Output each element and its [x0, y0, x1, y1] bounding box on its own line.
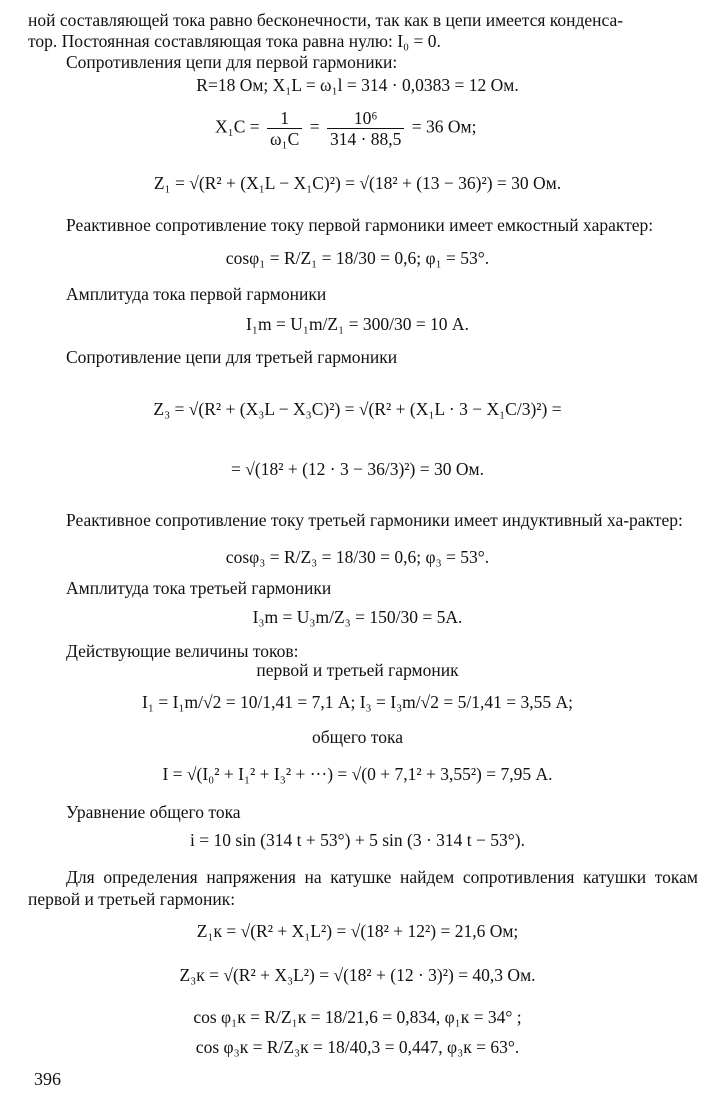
equation-cos3k: cos φ₃к = R/Z₃к = 18/40,3 = 0,447, φ₃к = 63°.	[195, 1037, 520, 1057]
equation-z3-line1: Z₃ = √(R² + (X₃L − X₃C)²) = √(R² + (X₁L · 3 − X₁C/3)²) =	[153, 399, 562, 419]
page-number: 396	[34, 1069, 61, 1089]
equation-z1k: Z₁к = √(R² + X₁L²) = √(18² + 12²) = 21,6 Ом;	[196, 921, 519, 941]
text-line: Амплитуда тока первой гармоники	[66, 284, 327, 304]
equation-part: =	[309, 116, 320, 137]
equation-part: X₁C =	[215, 116, 260, 137]
equation-i1-i3: I₁ = I₁m/√2 = 10/1,41 = 7,1 А; I₃ = I₃m/√2 = 5/1,41 = 3,55 А;	[142, 692, 573, 712]
fraction-denominator: 314 · 88,5	[329, 129, 402, 149]
equation-i: i = 10 sin (314 t + 53°) + 5 sin (3 · 314 t − 53°).	[190, 830, 525, 850]
equation-z1: Z₁ = √(R² + (X₁L − X₁C)²) = √(18² + (13 − 36)²) = 30 Ом.	[153, 173, 562, 193]
text-line: Сопротивление цепи для третьей гармоники	[66, 347, 398, 367]
equation-i-total: I = √(I₀² + I₁² + I₃² + ···) = √(0 + 7,1² + 3,55²) = 7,95 А.	[162, 764, 553, 784]
text-paragraph: Для определения напряжения на катушке найдем сопротивления катушки токам первой и третьей гармоник:	[28, 867, 698, 909]
equation-cos1k: cos φ₁к = R/Z₁к = 18/21,6 = 0,834, φ₁к = 34° ;	[193, 1007, 522, 1027]
text-line: Действующие величины токов:	[66, 641, 299, 661]
text-line: первой и третьей гармоник	[256, 660, 459, 680]
equation-z3k: Z₃к = √(R² + X₃L²) = √(18² + (12 · 3)²) = 40,3 Ом.	[179, 965, 536, 985]
text-line: Сопротивления цепи для первой гармоники:	[66, 52, 398, 72]
fraction-denominator: ω₁C	[270, 129, 300, 149]
equation-cos1: cosφ₁ = R/Z₁ = 18/30 = 0,6; φ₁ = 53°.	[225, 248, 490, 268]
fraction	[267, 108, 302, 149]
text-line: общего тока	[312, 727, 403, 747]
equation-x1c	[215, 108, 476, 149]
text-line: Амплитуда тока третьей гармоники	[66, 578, 332, 598]
text-line: тор. Постоянная составляющая тока равна нулю: I₀ = 0.	[28, 31, 441, 51]
text-line: ной составляющей тока равно бесконечности, так как в цепи имеется конденса-	[28, 10, 624, 30]
fraction-numerator: 10⁶	[327, 108, 404, 129]
equation-z3-line2: = √(18² + (12 · 3 − 36/3)²) = 30 Ом.	[231, 459, 484, 479]
equation-i1m: I₁m = U₁m/Z₁ = 300/30 = 10 А.	[246, 314, 469, 334]
equation-x1l: R=18 Ом; X₁L = ω₁l = 314 · 0,0383 = 12 Ом.	[196, 75, 519, 95]
equation-part: = 36 Ом;	[411, 116, 477, 137]
equation-i3m: I₃m = U₃m/Z₃ = 150/30 = 5А.	[252, 607, 463, 627]
equation-cos3: cosφ₃ = R/Z₃ = 18/30 = 0,6; φ₃ = 53°.	[225, 547, 490, 567]
text-line: Уравнение общего тока	[66, 802, 241, 822]
fraction-numerator: 1	[267, 108, 302, 129]
text-line: Реактивное сопротивление току третьей гармоники имеет индуктивный ха-рактер:	[66, 510, 683, 530]
fraction	[327, 108, 404, 149]
text-line: Реактивное сопротивление току первой гармоники имеет емкостный характер:	[66, 215, 654, 235]
